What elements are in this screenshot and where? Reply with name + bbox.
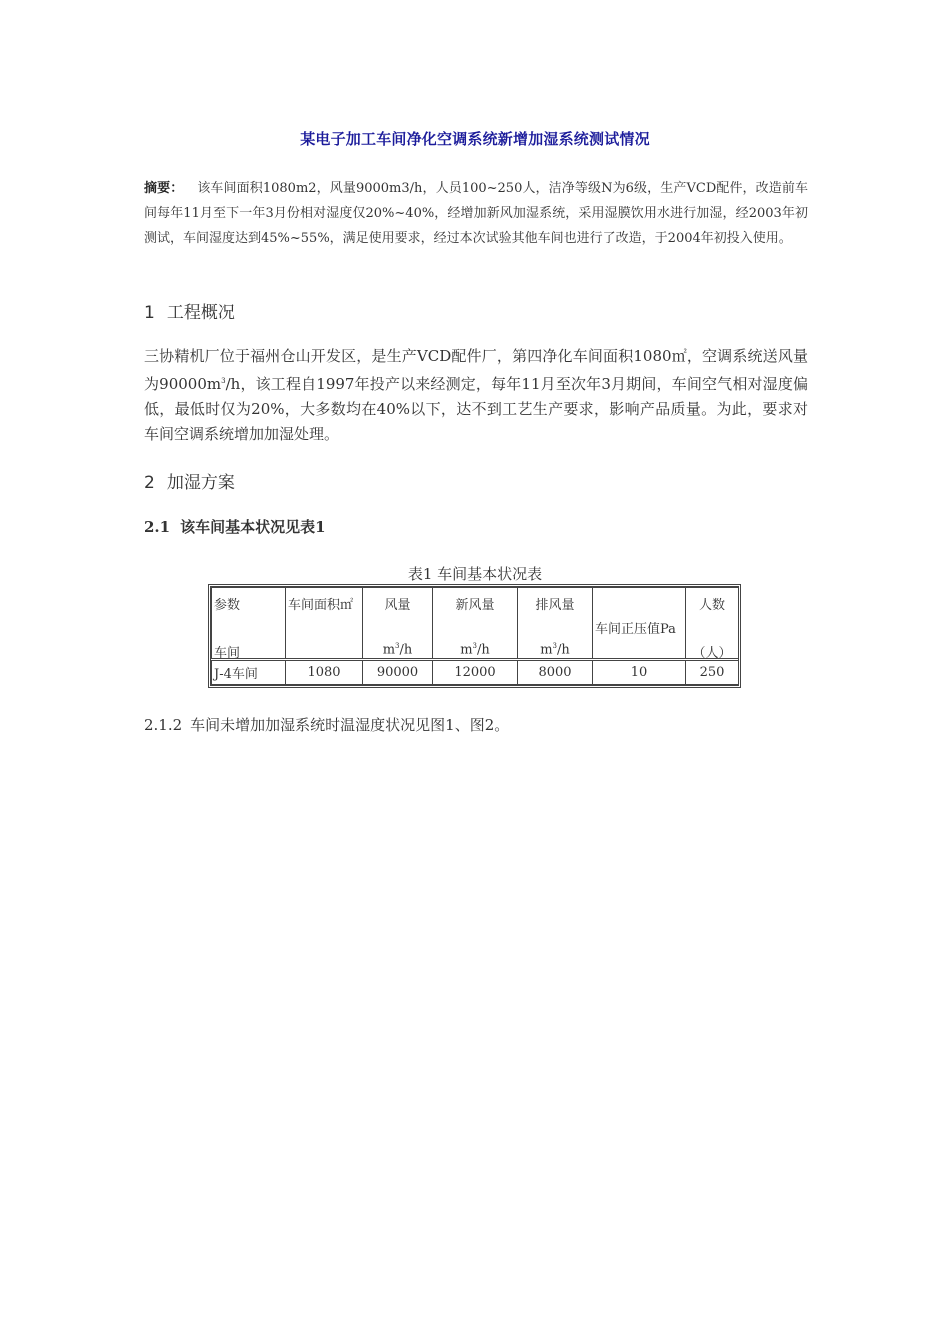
section-2-1-2-paragraph xyxy=(144,714,509,735)
table-header-row xyxy=(212,588,739,660)
corner-workshop-label: 车间 xyxy=(214,646,241,661)
section-1-paragraph xyxy=(144,344,808,447)
abstract-text: 该车间面积1080m2，风量9000m3/h，人员100~250人，洁净等级N为6级，生产VCD配件，改造前车间每年11月至下一年3月份相对湿度仅20%~40%，经增加新风加湿系统，采用湿膜饮用水进行加湿，经2003年初测试，车间湿度达到45%~55%，满足使用要求，经过本次试验其他车间也进行了改造，于2004年初投入使用。 xyxy=(144,181,808,246)
table-header-cell xyxy=(593,588,686,660)
column-label: 车间面积㎡ xyxy=(288,598,354,613)
table-cell: 10 xyxy=(593,660,686,685)
table-row xyxy=(212,660,739,685)
section-2-heading xyxy=(144,468,235,493)
section-2-1-number: 2.1 xyxy=(144,518,171,536)
section-2-1-2-number: 2.1.2 xyxy=(144,716,183,734)
section-1-text-part1: 三协精机厂位于福州仓山开发区，是生产VCD配件厂，第四净化车间面积1080㎡，空调系统送风量为90000m xyxy=(144,347,808,393)
table-header-cell xyxy=(286,588,363,660)
corner-param-label: 参数 xyxy=(214,598,241,613)
column-unit: （人） xyxy=(692,646,732,661)
section-1-sup: 3 xyxy=(221,377,226,385)
document-title: 某电子加工车间净化空调系统新增加湿系统测试情况 xyxy=(300,130,650,148)
column-label: 风量 xyxy=(384,598,411,613)
section-1-heading xyxy=(144,298,235,323)
column-label: 车间正压值Pa xyxy=(595,622,676,637)
table-cell: 250 xyxy=(686,660,739,685)
section-1-number: 1 xyxy=(144,303,155,323)
table-corner-cell xyxy=(212,588,286,660)
abstract-label: 摘要： xyxy=(144,181,184,196)
table-cell: 1080 xyxy=(286,660,363,685)
table-header-cell xyxy=(363,588,433,660)
abstract xyxy=(144,176,808,251)
section-1-title: 工程概况 xyxy=(166,303,235,323)
column-unit: $m^3/h$ xyxy=(540,642,570,658)
table-1 xyxy=(208,584,741,688)
table-cell: 90000 xyxy=(363,660,433,685)
column-label: 人数 xyxy=(698,598,725,613)
section-2-1-heading xyxy=(144,516,326,537)
column-unit: $m^3/h$ xyxy=(460,642,490,658)
section-2-number: 2 xyxy=(144,473,155,493)
section-1-text-part2: /h，该工程自1997年投产以来经测定，每年11月至次年3月期间，车间空气相对湿度偏低，最低时仅为20%，大多数均在40%以下，达不到工艺生产要求，影响产品质量。为此，要求对车间空调系统增加加湿处理。 xyxy=(144,375,808,443)
table-header-cell xyxy=(686,588,739,660)
section-2-1-title: 该车间基本状况见表1 xyxy=(180,518,326,536)
column-label: 排风量 xyxy=(535,598,575,613)
column-unit: $m^3/h$ xyxy=(382,642,413,658)
table-1-caption: 表1 车间基本状况表 xyxy=(407,565,543,583)
section-2-title: 加湿方案 xyxy=(166,473,235,493)
table-header-cell xyxy=(518,588,593,660)
table-cell: 12000 xyxy=(433,660,518,685)
table-cell: 8000 xyxy=(518,660,593,685)
row-name-cell: J-4车间 xyxy=(212,660,286,685)
section-2-1-2-text: 车间未增加加湿系统时温湿度状况见图1、图2。 xyxy=(190,716,510,734)
table-header-cell xyxy=(433,588,518,660)
column-label: 新风量 xyxy=(455,598,495,613)
